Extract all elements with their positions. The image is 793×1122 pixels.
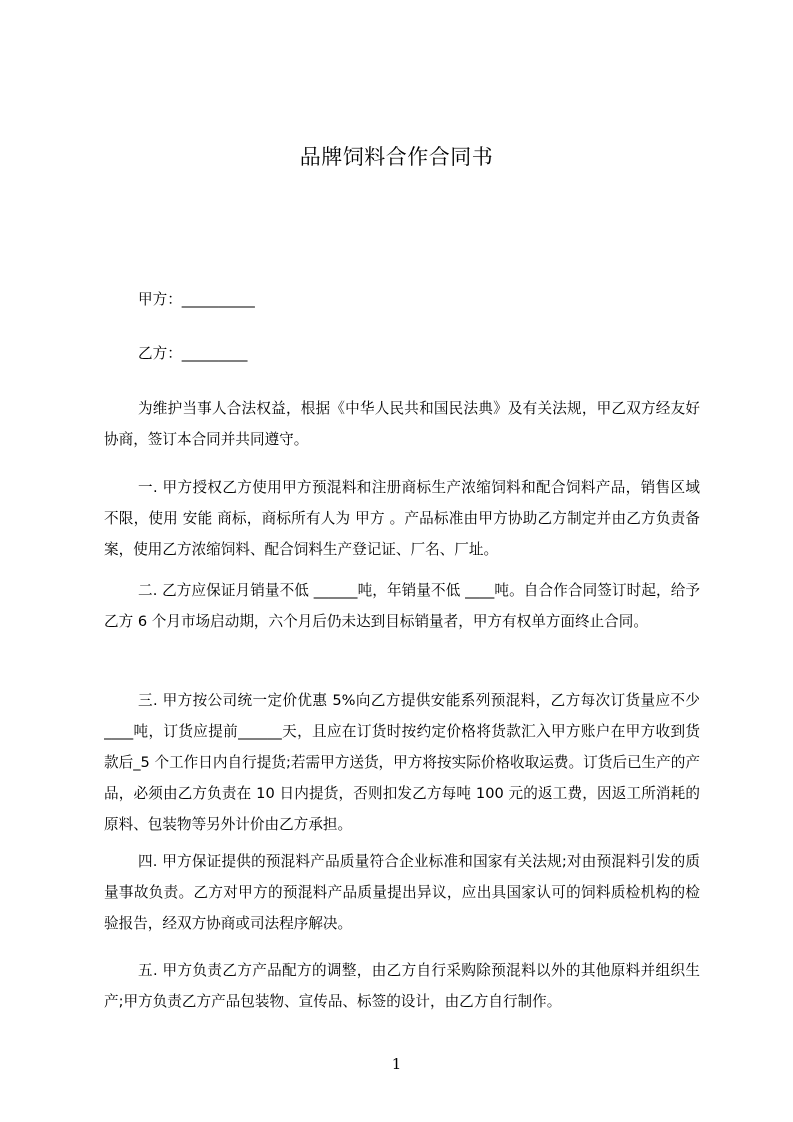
clause-4-paragraph: 四. 甲方保证提供的预混料产品质量符合企业标准和国家有关法规;对由预混料引发的质量事故负责。乙方对甲方的预混料产品质量提出异议，应出具国家认可的饲料质检机构的检验报告，经双方协商或司法程序解决。 (104, 853, 700, 932)
document-title: 品牌饲料合作合同书 (299, 145, 494, 169)
page-number: 1 (391, 1055, 402, 1073)
clause-2-paragraph: 二. 乙方应保证月销量不低 ______吨，年销量不低 ____吨。自合作合同签订时起，给予乙方 6 个月市场启动期，六个月后仍未达到目标销量者，甲方有权单方面终止合同。 (104, 582, 700, 630)
party-a-line: 甲方：__________ (138, 291, 255, 308)
preamble-paragraph: 为维护当事人合法权益，根据《中华人民共和国民法典》及有关法规，甲乙双方经友好协商，签订本合同并共同遵守。 (104, 400, 700, 448)
party-b-line: 乙方：_________ (138, 345, 248, 362)
clause-3-paragraph: 三. 甲方按公司统一定价优惠 5%向乙方提供安能系列预混料，乙方每次订货量应不少 ____吨，订货应提前______天，且应在订货时按约定价格将货款汇入甲方账户在甲方收到货款后_5 个工作日内自行提货;若需甲方送货，甲方将按实际价格收取运费。订货后已生产的产品，必须由乙方负责在 10 日内提货，否则扣发乙方每吨 100 元的返工费，因返工所消耗的原料、包装物等另外计价由乙方承担。 (104, 692, 700, 833)
clause-5-paragraph: 五. 甲方负责乙方产品配方的调整，由乙方自行采购除预混料以外的其他原料并组织生产;甲方负责乙方产品包装物、宣传品、标签的设计，由乙方自行制作。 (104, 962, 700, 1010)
clause-1-paragraph: 一. 甲方授权乙方使用甲方预混料和注册商标生产浓缩饲料和配合饲料产品，销售区域不限，使用 安能 商标，商标所有人为 甲方 。产品标准由甲方协助乙方制定并由乙方负责备案，使用乙方浓缩饲料、配合饲料生产登记证、厂名、厂址。 (104, 479, 700, 558)
